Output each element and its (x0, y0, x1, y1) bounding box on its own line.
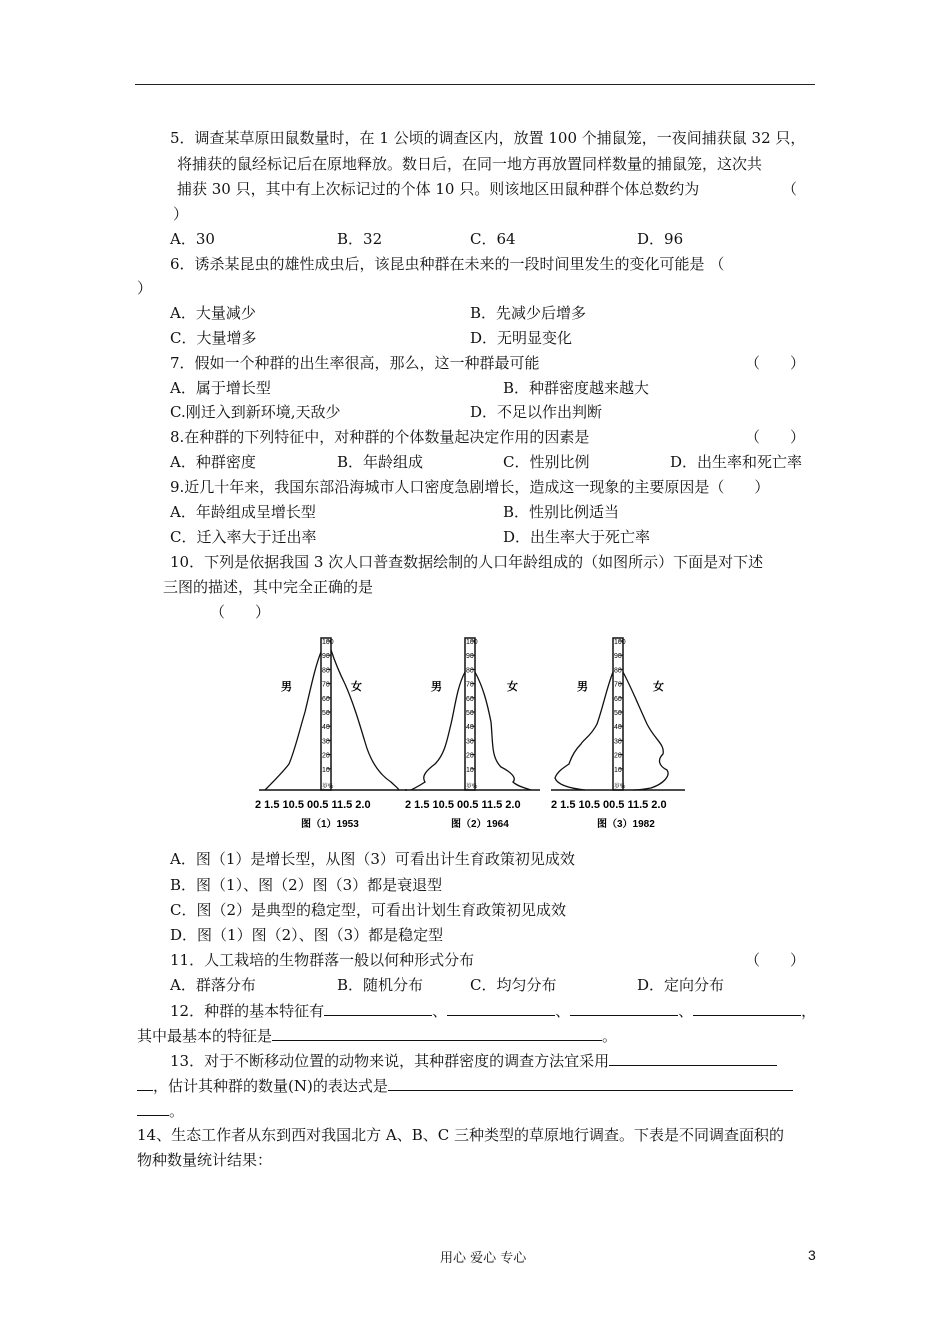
q12-end-1: ， (801, 1002, 817, 1020)
pyramid-1-tick-label: 50 (322, 710, 330, 717)
pyramid-2-female-label: 女 (507, 681, 518, 693)
q5-option-a: A．30 (170, 230, 215, 248)
pyramid-2-tick-label: 60 (466, 695, 474, 703)
q12-sep-1: 、 (432, 1002, 448, 1020)
pyramid-2-tick-label: 80 (466, 667, 474, 675)
q13-blank-1-cont[interactable] (137, 1075, 153, 1091)
q8-option-c: C．性别比例 (503, 453, 590, 471)
q11-line1: 11．人工栽培的生物群落一般以何种形式分布 (170, 951, 475, 969)
pyramid-3-tick-label: 60 (614, 695, 622, 703)
population-pyramid-figure (255, 632, 695, 837)
pyramid-1-ticks (322, 639, 334, 790)
q6-line1: 6．诱杀某昆虫的雄性成虫后，该昆虫种群在未来的一段时间里发生的变化可能是 （ (170, 255, 725, 273)
q12-sep-2: 、 (555, 1002, 571, 1020)
q6-option-c: C．大量增多 (170, 329, 257, 347)
q10-option-a: A．图（1）是增长型，从图（3）可看出计生育政策初见成效 (170, 850, 575, 868)
q11-option-b: B．随机分布 (337, 976, 424, 994)
pyramid-1-female-outline (331, 650, 399, 790)
q9-option-c: C．迁入率大于迁出率 (170, 528, 317, 546)
q10-line1: 10．下列是依据我国 3 次人口普查数据绘制的人口年龄组成的（如图所示）下面是对下述 (170, 553, 764, 571)
page-number: 3 (808, 1247, 816, 1263)
pyramid-1-caption: 图（1）1953 (301, 819, 359, 830)
q11-option-d: D．定向分布 (637, 976, 725, 994)
pyramid-1 (255, 638, 407, 830)
pyramid-2-tick-label: 30 (466, 738, 474, 746)
pyramid-1-tick-label: 20 (322, 752, 330, 760)
q7-option-a: A．属于增长型 (170, 379, 271, 397)
pyramid-1-tick-label: 70 (322, 681, 330, 689)
q12-end-2: 。 (602, 1027, 618, 1045)
q6-option-b: B．先减少后增多 (470, 304, 587, 322)
q11-option-c: C．均匀分布 (470, 976, 557, 994)
pyramid-2-tick-label: 10 (466, 766, 474, 774)
q12-blank-5[interactable] (272, 1025, 602, 1041)
q11-paren: （ ） (745, 951, 806, 969)
q7-option-b: B．种群密度越来越大 (503, 379, 650, 397)
pyramid-1-tick-label: 80 (322, 667, 330, 675)
q5-line1: 5．调查某草原田鼠数量时，在 1 公顷的调查区内，放置 100 个捕鼠笼，一夜间捕获鼠 32 只， (170, 129, 806, 147)
q10-line2: 三图的描述，其中完全正确的是 (163, 578, 374, 596)
q13-line2 (137, 1075, 793, 1096)
pyramid-2-ticks (466, 639, 478, 790)
q9-option-b: B．性别比例适当 (503, 503, 620, 521)
q6-option-d: D．无明显变化 (470, 329, 573, 347)
q6-paren-close: ） (137, 279, 153, 297)
q12-blank-3[interactable] (570, 1000, 678, 1016)
pyramid-1-axis-unit: 岁% (322, 784, 334, 790)
pyramid-1-tick-label: 10 (322, 766, 330, 774)
pyramid-3-tick-label: 80 (614, 667, 622, 675)
q11-option-a: A．群落分布 (170, 976, 256, 994)
pyramid-2-male-label: 男 (431, 681, 442, 693)
q9-line1: 9.近几十年来，我国东部沿海城市人口密度急剧增长，造成这一现象的主要原因是（ ） (170, 478, 770, 496)
pyramid-2-female-outline (475, 672, 531, 790)
q5-paren-open: （ (782, 180, 798, 198)
pyramid-2-x-labels: 2 1.5 10.5 00.5 11.5 2.0 (405, 799, 521, 811)
q8-option-d: D．出生率和死亡率 (670, 453, 803, 471)
q12-blank-1[interactable] (324, 1000, 432, 1016)
q10-option-c: C．图（2）是典型的稳定型，可看出计划生育政策初见成效 (170, 901, 567, 919)
q13-line1 (170, 1050, 777, 1071)
pyramid-1-tick-label: 60 (322, 695, 330, 703)
pyramid-3-x-labels: 2 1.5 10.5 00.5 11.5 2.0 (551, 799, 667, 811)
q10-option-b: B．图（1）、图（2）图（3）都是衰退型 (170, 876, 443, 894)
q7-paren: （ ） (745, 354, 806, 372)
q13-prompt-2: ，估计其种群的数量(N)的表达式是 (153, 1077, 388, 1095)
q7-line1: 7．假如一个种群的出生率很高，那么，这一种群最可能 (170, 354, 540, 372)
q14-line1: 14、生态工作者从东到西对我国北方 A、B、C 三种类型的草原地行调查。下表是不同调查面积的 (137, 1126, 784, 1144)
pyramid-2-axis-unit: 岁% (466, 784, 478, 790)
pyramid-3-axis-unit: 岁% (614, 784, 626, 790)
pyramid-1-tick-label: 40 (322, 724, 330, 732)
q6-option-a: A．大量减少 (170, 304, 256, 322)
q13-prompt: 13．对于不断移动位置的动物来说，其种群密度的调查方法宜采用 (170, 1052, 610, 1070)
pyramid-1-male-label: 男 (281, 681, 292, 693)
q7-option-d: D．不足以作出判断 (470, 403, 603, 421)
q5-paren-close: ） (173, 205, 189, 223)
q9-option-d: D．出生率大于死亡率 (503, 528, 651, 546)
pyramid-3-tick-label: 40 (614, 724, 622, 732)
q8-option-b: B．年龄组成 (337, 453, 424, 471)
header-rule (135, 84, 815, 85)
q13-line3 (137, 1100, 184, 1121)
q12-line1 (170, 1000, 816, 1021)
q7-option-c: C.刚迁入到新环境,天敌少 (170, 403, 341, 421)
q14-line2: 物种数量统计结果： (137, 1151, 273, 1169)
q12-blank-4[interactable] (693, 1000, 801, 1016)
pyramid-2-tick-label: 20 (466, 752, 474, 760)
pyramid-1-tick-label: 100 (322, 639, 334, 646)
pyramid-2-tick-label: 90 (466, 653, 474, 661)
q12-line2 (137, 1025, 617, 1046)
pyramid-3-tick-label: 90 (614, 653, 622, 661)
pyramid-3-male-label: 男 (577, 681, 588, 693)
pyramid-3-tick-label: 20 (614, 752, 622, 760)
q8-option-a: A．种群密度 (170, 453, 256, 471)
pyramid-3-tick-label: 10 (614, 766, 622, 774)
q5-option-c: C．64 (470, 230, 516, 248)
q12-blank-2[interactable] (447, 1000, 555, 1016)
pyramid-1-male-outline (265, 652, 321, 790)
pyramid-2-tick-label: 40 (466, 724, 474, 732)
pyramid-2 (405, 638, 540, 830)
pyramid-1-x-labels: 2 1.5 10.5 00.5 11.5 2.0 (255, 799, 371, 811)
pyramid-3-tick-label: 100 (614, 639, 626, 646)
q12-prompt-2: 其中最基本的特征是 (137, 1027, 273, 1045)
q10-paren: （ ） (210, 603, 271, 621)
pyramid-3-tick-label: 50 (614, 710, 622, 717)
q5-line3: 捕获 30 只，其中有上次标记过的个体 10 只。则该地区田鼠种群个体总数约为 (177, 180, 700, 198)
q8-paren: （ ） (745, 428, 806, 446)
pyramid-2-tick-label: 100 (466, 639, 478, 646)
footer-motto: 用心 爱心 专心 (440, 1251, 527, 1266)
pyramid-3-ticks (614, 639, 626, 790)
pyramid-2-caption: 图（2）1964 (451, 819, 509, 830)
q5-option-d: D．96 (637, 230, 684, 248)
q5-line2: 将捕获的鼠经标记后在原地释放。数日后，在同一地方再放置同样数量的捕鼠笼，这次共 (177, 155, 763, 173)
q13-blank-2-cont[interactable] (137, 1100, 169, 1116)
pyramid-3-tick-label: 30 (614, 738, 622, 746)
q12-sep-3: 、 (678, 1002, 694, 1020)
pyramid-3 (551, 638, 685, 830)
pyramid-svg (255, 632, 695, 837)
pyramid-3-tick-label: 70 (614, 681, 622, 689)
q13-end: 。 (169, 1102, 185, 1120)
q8-line1: 8.在种群的下列特征中，对种群的个体数量起决定作用的因素是 (170, 428, 590, 446)
pyramid-1-tick-label: 90 (322, 653, 330, 661)
pyramid-1-tick-label: 30 (322, 738, 330, 746)
q5-option-b: B．32 (337, 230, 383, 248)
pyramid-3-female-label: 女 (653, 681, 664, 693)
q13-blank-1[interactable] (609, 1050, 777, 1066)
pyramid-3-caption: 图（3）1982 (597, 819, 655, 830)
q12-prompt: 12．种群的基本特征有 (170, 1002, 325, 1020)
pyramid-2-tick-label: 50 (466, 710, 474, 717)
pyramid-1-female-label: 女 (351, 681, 362, 693)
q13-blank-2[interactable] (388, 1075, 793, 1091)
q9-option-a: A．年龄组成呈增长型 (170, 503, 316, 521)
q10-option-d: D．图（1）图（2）、图（3）都是稳定型 (170, 926, 444, 944)
pyramid-2-tick-label: 70 (466, 681, 474, 689)
